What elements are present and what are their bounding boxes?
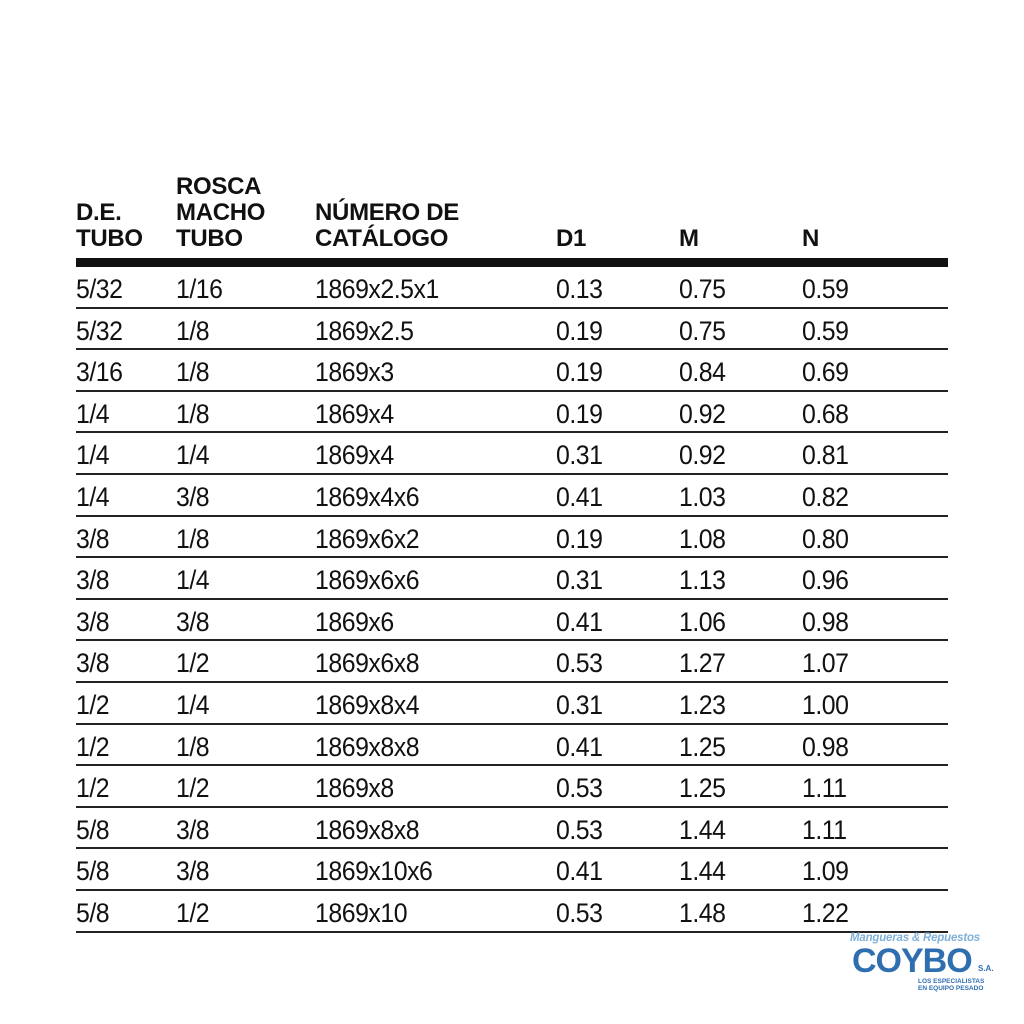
cell-m: 0.92 xyxy=(679,440,726,471)
cell-numero-catalogo: 1869x10 xyxy=(315,897,408,928)
cell-n: 1.00 xyxy=(802,689,849,720)
cell-numero-catalogo: 1869x8x4 xyxy=(315,689,420,720)
table-body xyxy=(76,267,948,933)
cell-n: 0.69 xyxy=(802,357,849,388)
cell-m: 1.23 xyxy=(679,689,726,720)
table-row xyxy=(76,392,948,434)
cell-rosca-macho-tubo: 1/8 xyxy=(176,731,210,762)
cell-m: 0.84 xyxy=(679,357,726,388)
cell-numero-catalogo: 1869x10x6 xyxy=(315,856,433,887)
cell-rosca-macho-tubo: 1/2 xyxy=(176,648,210,679)
cell-numero-catalogo: 1869x8x8 xyxy=(315,731,420,762)
cell-m: 0.75 xyxy=(679,315,726,346)
table-row xyxy=(76,725,948,767)
cell-n: 1.11 xyxy=(802,814,847,845)
cell-m: 0.75 xyxy=(679,274,726,304)
table-row xyxy=(76,433,948,475)
table-row xyxy=(76,267,948,309)
cell-rosca-macho-tubo: 1/4 xyxy=(176,565,210,596)
cell-rosca-macho-tubo: 3/8 xyxy=(176,606,210,637)
cell-d1: 0.53 xyxy=(556,814,603,845)
cell-m: 1.27 xyxy=(679,648,726,679)
cell-numero-catalogo: 1869x3 xyxy=(315,357,394,388)
table-row xyxy=(76,558,948,600)
company-logo xyxy=(848,932,998,994)
table-row xyxy=(76,808,948,850)
cell-m: 1.44 xyxy=(679,814,726,845)
cell-d1: 0.53 xyxy=(556,648,603,679)
cell-de-tubo: 3/16 xyxy=(76,357,123,388)
cell-n: 0.80 xyxy=(802,523,849,554)
cell-n: 1.11 xyxy=(802,773,847,804)
cell-d1: 0.31 xyxy=(556,565,603,596)
cell-numero-catalogo: 1869x2.5 xyxy=(315,315,414,346)
table-row xyxy=(76,766,948,808)
cell-rosca-macho-tubo: 1/8 xyxy=(176,357,210,388)
cell-d1: 0.19 xyxy=(556,398,603,429)
cell-m: 0.92 xyxy=(679,398,726,429)
catalog-table xyxy=(76,173,948,933)
cell-d1: 0.19 xyxy=(556,315,603,346)
cell-numero-catalogo: 1869x6x2 xyxy=(315,523,420,554)
cell-d1: 0.31 xyxy=(556,440,603,471)
table-row xyxy=(76,517,948,559)
cell-rosca-macho-tubo: 1/8 xyxy=(176,315,210,346)
cell-n: 0.96 xyxy=(802,565,849,596)
cell-de-tubo: 3/8 xyxy=(76,606,110,637)
cell-rosca-macho-tubo: 3/8 xyxy=(176,481,210,512)
cell-n: 0.81 xyxy=(802,440,849,471)
cell-d1: 0.41 xyxy=(556,856,603,887)
cell-m: 1.25 xyxy=(679,773,726,804)
cell-n: 1.09 xyxy=(802,856,849,887)
cell-de-tubo: 5/32 xyxy=(76,274,123,304)
cell-n: 0.59 xyxy=(802,274,849,304)
cell-m: 1.06 xyxy=(679,606,726,637)
cell-n: 0.82 xyxy=(802,481,849,512)
cell-numero-catalogo: 1869x4x6 xyxy=(315,481,420,512)
cell-de-tubo: 1/2 xyxy=(76,731,110,762)
cell-d1: 0.19 xyxy=(556,357,603,388)
table-row xyxy=(76,309,948,351)
cell-rosca-macho-tubo: 1/4 xyxy=(176,689,210,720)
logo-tagline: Mangueras & Repuestos xyxy=(850,932,980,944)
cell-rosca-macho-tubo: 3/8 xyxy=(176,856,210,887)
cell-n: 1.22 xyxy=(802,897,849,928)
cell-n: 1.07 xyxy=(802,648,849,679)
cell-numero-catalogo: 1869x6x8 xyxy=(315,648,420,679)
cell-m: 1.13 xyxy=(679,565,726,596)
cell-d1: 0.53 xyxy=(556,773,603,804)
cell-de-tubo: 1/2 xyxy=(76,689,110,720)
cell-n: 0.98 xyxy=(802,606,849,637)
logo-subtitle-1: LOS ESPECIALISTAS xyxy=(918,978,985,985)
cell-n: 0.98 xyxy=(802,731,849,762)
logo-subtitle-2: EN EQUIPO PESADO xyxy=(918,985,984,992)
table-row xyxy=(76,475,948,517)
cell-m: 1.03 xyxy=(679,481,726,512)
cell-m: 1.44 xyxy=(679,856,726,887)
cell-d1: 0.13 xyxy=(556,274,603,304)
cell-n: 0.68 xyxy=(802,398,849,429)
table-row xyxy=(76,683,948,725)
cell-de-tubo: 5/32 xyxy=(76,315,123,346)
cell-de-tubo: 5/8 xyxy=(76,814,110,845)
table-row xyxy=(76,350,948,392)
cell-de-tubo: 3/8 xyxy=(76,648,110,679)
cell-d1: 0.19 xyxy=(556,523,603,554)
header-d1: D1 xyxy=(556,225,587,252)
cell-d1: 0.41 xyxy=(556,481,603,512)
header-n: N xyxy=(802,225,820,252)
cell-de-tubo: 5/8 xyxy=(76,897,110,928)
table-row xyxy=(76,600,948,642)
cell-rosca-macho-tubo: 1/2 xyxy=(176,773,210,804)
cell-de-tubo: 1/4 xyxy=(76,440,110,471)
table-row xyxy=(76,891,948,933)
cell-rosca-macho-tubo: 1/2 xyxy=(176,897,210,928)
cell-d1: 0.41 xyxy=(556,731,603,762)
cell-numero-catalogo: 1869x8x8 xyxy=(315,814,420,845)
header-rosca-macho-tubo: ROSCA MACHO TUBO xyxy=(176,173,266,252)
table-header xyxy=(76,173,948,267)
cell-rosca-macho-tubo: 1/8 xyxy=(176,523,210,554)
cell-n: 0.59 xyxy=(802,315,849,346)
header-numero-catalogo: NÚMERO DE CATÁLOGO xyxy=(315,199,459,252)
cell-m: 1.25 xyxy=(679,731,726,762)
cell-rosca-macho-tubo: 1/4 xyxy=(176,440,210,471)
table-row xyxy=(76,849,948,891)
cell-numero-catalogo: 1869x4 xyxy=(315,398,394,429)
cell-de-tubo: 1/2 xyxy=(76,773,110,804)
cell-d1: 0.53 xyxy=(556,897,603,928)
cell-de-tubo: 3/8 xyxy=(76,523,110,554)
cell-de-tubo: 5/8 xyxy=(76,856,110,887)
logo-suffix: S.A. xyxy=(978,964,994,973)
cell-d1: 0.31 xyxy=(556,689,603,720)
cell-numero-catalogo: 1869x6x6 xyxy=(315,565,420,596)
cell-de-tubo: 1/4 xyxy=(76,481,110,512)
cell-numero-catalogo: 1869x2.5x1 xyxy=(315,274,439,304)
cell-rosca-macho-tubo: 1/16 xyxy=(176,274,223,304)
cell-rosca-macho-tubo: 1/8 xyxy=(176,398,210,429)
table-row xyxy=(76,641,948,683)
cell-numero-catalogo: 1869x8 xyxy=(315,773,394,804)
cell-d1: 0.41 xyxy=(556,606,603,637)
cell-de-tubo: 1/4 xyxy=(76,398,110,429)
logo-brand: COYBO xyxy=(852,942,972,980)
cell-numero-catalogo: 1869x6 xyxy=(315,606,394,637)
cell-m: 1.48 xyxy=(679,897,726,928)
cell-de-tubo: 3/8 xyxy=(76,565,110,596)
cell-rosca-macho-tubo: 3/8 xyxy=(176,814,210,845)
cell-numero-catalogo: 1869x4 xyxy=(315,440,394,471)
header-de-tubo: D.E. TUBO xyxy=(76,199,143,252)
header-m: M xyxy=(679,225,699,252)
cell-m: 1.08 xyxy=(679,523,726,554)
